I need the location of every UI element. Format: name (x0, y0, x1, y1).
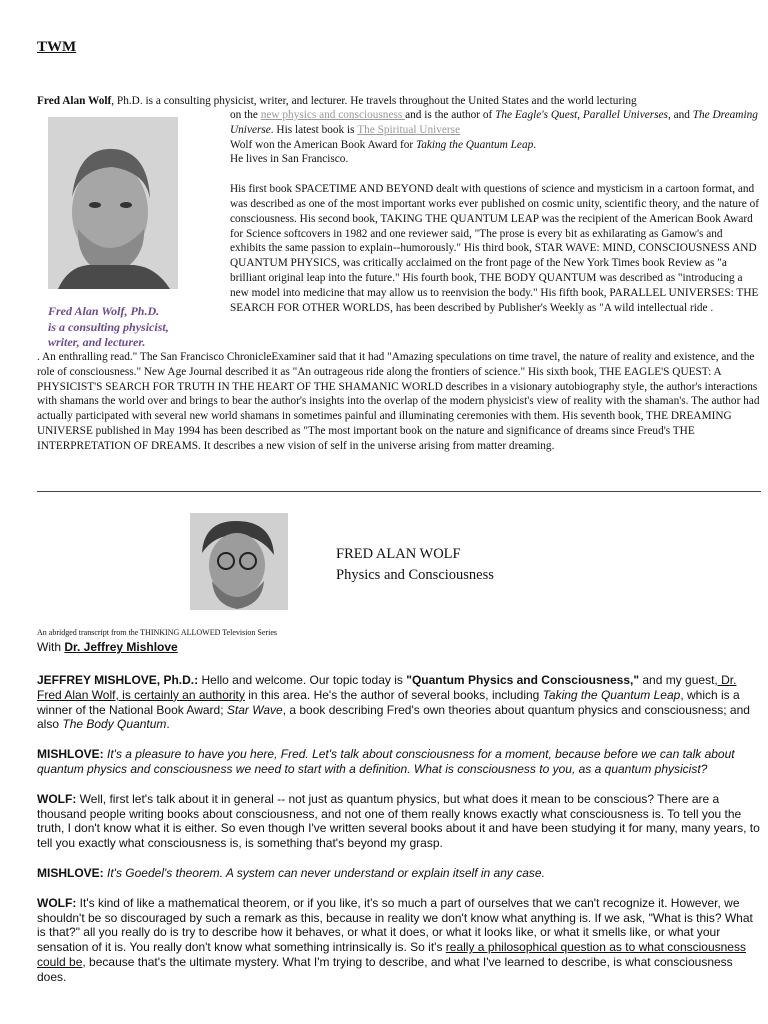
interview-subtitle: Physics and Consciousness (336, 567, 494, 583)
wolf-portrait-image (190, 513, 288, 610)
author-photo (48, 117, 178, 289)
bio-intro: Fred Alan Wolf, Ph.D. is a consulting physicist, writer, and lecturer. He travels throughout the United States and the world lecturing (37, 95, 637, 107)
transcript-note: An abridged transcript from the THINKING ALLOWED Television Series (37, 628, 277, 637)
transcript-paragraph: MISHLOVE: It's Goedel's theorem. A system can never understand or explain itself in any case. (37, 865, 545, 880)
photo-caption: Fred Alan Wolf, Ph.D. is a consulting physicist, writer, and lecturer. (48, 304, 169, 349)
interview-title: FRED ALAN WOLF (336, 546, 461, 562)
transcript-paragraph: WOLF: Well, first let's talk about it in general -- not just as quantum physics, but what does it mean to be conscious? There are a thousand people writing books about consciousness, and not one of them really knows exactly what consciousness is. To tell you the truth, I don't know what it is either. So even though I've written several books about it and have been studying it for many, many years, to tell you exactly what consciousness is, is something that's beyond my grasp. (37, 791, 760, 851)
bio-books-continuation: . An enthralling read." The San Francisco ChronicleExaminer said that it had "Amazing speculations on time travel, the nature of reality and existence, and the role of consciousness." New Age Journal described it as "An outrageous ride along the frontiers of science." His sixth book, THE EAGLE'S QUEST: A PHYSICIST'S SEARCH FOR TRUTH IN THE HEART OF THE SHAMANIC WORLD describes in a visionary autobiography style, the author's interactions with shamans the world over and brings to bear the author's insights into the overlap of the modern physicist's view of reality with the shaman's. The author had actually participated with several new world shamans in sometimes painful and illuminating ceremonies with them. His seventh book, THE DREAMING UNIVERSE published in May 1994 has been described as "The most important book on the nature and significance of dreams since Freud's THE INTERPRETATION OF DREAMS. It describes a new vision of self in the universe arising from matter dreaming. (37, 351, 760, 452)
new-physics-link[interactable]: new physics and consciousness (260, 109, 406, 121)
interview-photo (190, 513, 288, 610)
interview-title-block (336, 544, 494, 586)
bio-right-column (230, 108, 760, 315)
transcript-paragraph: JEFFREY MISHLOVE, Ph.D.: Hello and welcome. Our topic today is "Quantum Physics and Consciousness," and my guest, Dr. Fred Alan Wolf, is certainly an authority in this area. He's the author of several books, including Taking the Quantum Leap, which is a winner of the National Book Award; Star Wave, a book describing Fred's own theories about quantum physics and consciousness; and also The Body Quantum. (37, 673, 750, 732)
transcript (37, 673, 761, 1000)
bio-summary: on the new physics and consciousness and is the author of The Eagle's Quest, Parallel Universes, and The Dreaming Universe. His latest book is The Spiritual Universe Wolf won the American Book Award for Taking the Quantum Leap. He lives in San Francisco. (230, 109, 758, 166)
authority-link[interactable]: , Dr. Fred Alan Wolf, is certainly an authority (37, 673, 737, 702)
author-portrait-image (48, 117, 178, 289)
bio-books-paragraph: His first book SPACETIME AND BEYOND dealt with questions of science and mysticism in a cartoon format, and was described as one of the most important works ever published on cosmic unity, scientific theory, and the nature of consciousness. His second book, TAKING THE QUANTUM LEAP was the recipient of the American Book Award for Science softcovers in 1982 and one reviewer said, "The prose is every bit as exhilarating as Gamow's and exhibits the same passion to explain--humorously." His third book, STAR WAVE: MIND, CONSCIOUSNESS AND QUANTUM PHYSICS, was critically acclaimed on the front page of the New York Times book Review as "a brilliant original leap into the future." His fourth book, THE BODY QUANTUM was described as "introducing a new model into medicine that may allow us to reenvision the body." His fifth book, PARALLEL UNIVERSES: THE SEARCH FOR OTHER WORLDS, has been described by Publisher's Weekly as "A wild intellectual ride . (230, 183, 760, 314)
section-divider (37, 491, 761, 492)
philosophical-question-link[interactable]: really a philosophical question as to what consciousness could be (37, 940, 746, 969)
host-name-link[interactable]: Dr. Jeffrey Mishlove (64, 640, 178, 654)
transcript-paragraph: WOLF: It's kind of like a mathematical theorem, or if you like, it's so much a part of ourselves that we can't recognize it. However, we shouldn't be so discouraged by such a remark as this, because in reality we don't know what anything is. If we ask, "What is this? What is that?" all you really do is try to describe how it behaves, or what it does, or what it looks like, or what it smells like, or what your sensation of it is. You really don't know what something intrinsically is. So it's really a philosophical question as to what consciousness could be, because that's the ultimate mystery. What I'm trying to describe, and what I've learned to describe, is what consciousness does. (37, 895, 753, 984)
spiritual-universe-link[interactable]: The Spiritual Universe (357, 123, 461, 136)
host-credit: With Dr. Jeffrey Mishlove (37, 640, 178, 654)
author-name: Fred Alan Wolf (37, 95, 112, 107)
page-title: TWM (37, 39, 77, 55)
transcript-paragraph: MISHLOVE: It's a pleasure to have you here, Fred. Let's talk about consciousness for a moment, because before we can talk about quantum physics and consciousness we need to start with a definition. What is consciousness to you, as a quantum physicist? (37, 747, 735, 776)
